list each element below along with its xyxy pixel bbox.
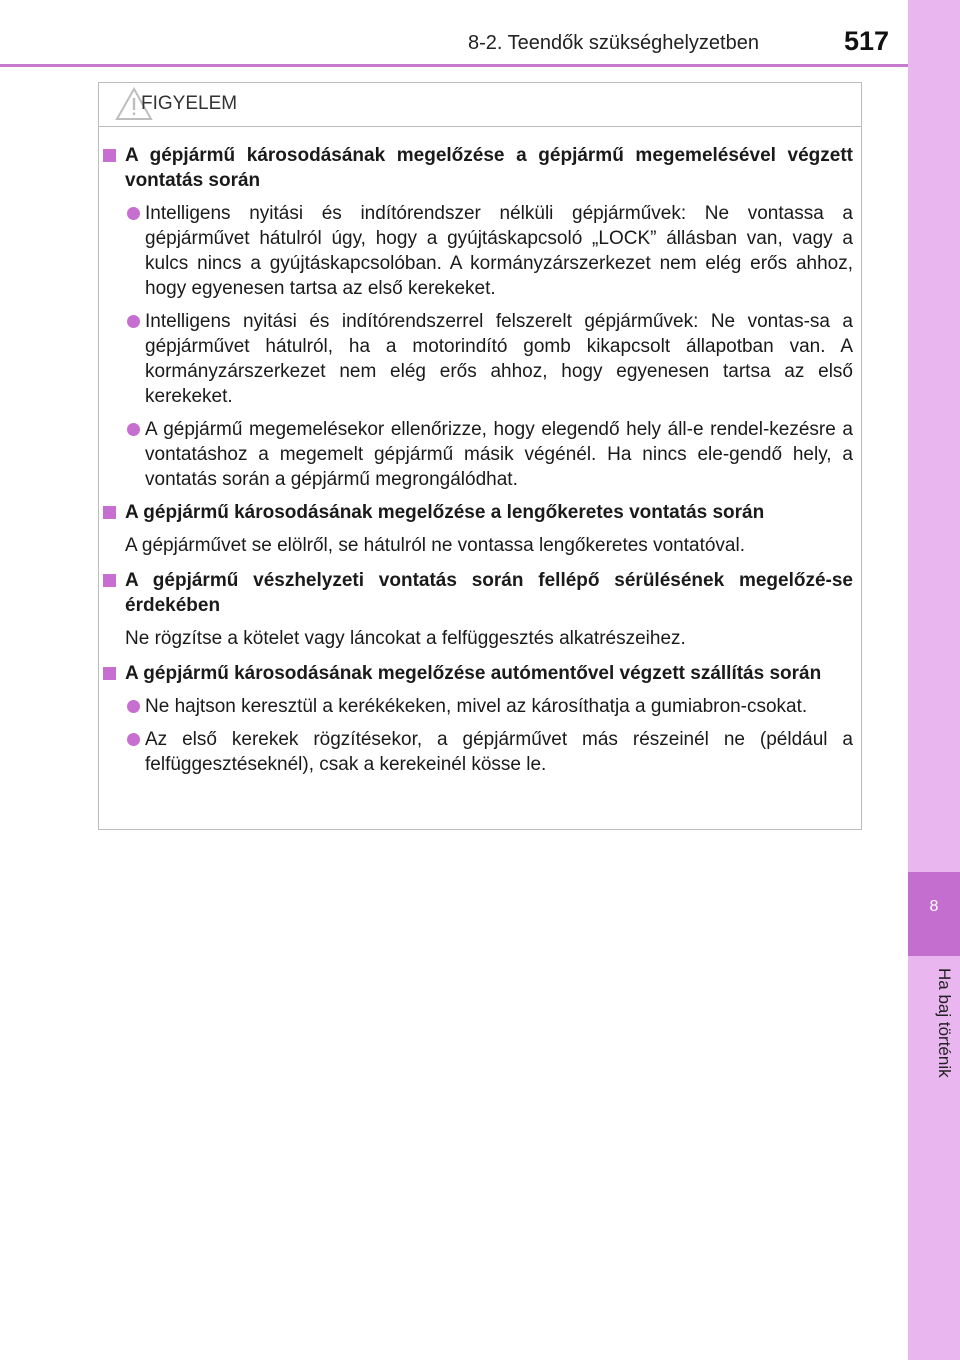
square-bullet-icon <box>103 574 116 587</box>
header-divider <box>0 64 908 67</box>
round-bullet-icon <box>127 207 140 220</box>
section-title: 8-2. Teendők szükséghelyzetben <box>468 32 759 54</box>
page-number: 517 <box>844 26 890 56</box>
chapter-side-tab <box>908 0 960 1360</box>
chapter-title: Ha baj történik <box>935 968 954 1078</box>
square-bullet-icon <box>103 667 116 680</box>
section-heading: A gépjármű károsodásának megelőzése autómentővel végzett szállítás során <box>103 661 853 686</box>
round-bullet-icon <box>127 423 140 436</box>
warning-header <box>99 83 861 127</box>
section-heading: A gépjármű vészhelyzeti vontatás során fellépő sérülésének megelőzé-se érdekében <box>103 568 853 618</box>
bullet-item: Az első kerekek rögzítésekor, a gépjárművet más részeinél ne (például a felfüggesztéseknél), csak a kerekeinél kösse le. <box>103 727 853 777</box>
round-bullet-icon <box>127 700 140 713</box>
warning-title: FIGYELEM <box>141 93 238 114</box>
square-bullet-icon <box>103 149 116 162</box>
square-bullet-icon <box>103 506 116 519</box>
bullet-item: A gépjármű megemelésekor ellenőrizze, hogy elegendő hely áll-e rendel-kezésre a vontatáshoz a megemelt gépjármű másik végénél. Ha nincs ele-gendő hely, a vontatás során a gépjármű megrongálódhat. <box>103 417 853 492</box>
warning-box <box>98 82 862 830</box>
warning-content <box>103 143 853 785</box>
round-bullet-icon <box>127 315 140 328</box>
chapter-number: 8 <box>929 898 939 915</box>
section-heading: A gépjármű károsodásának megelőzése a gépjármű megemelésével végzett vontatás során <box>103 143 853 193</box>
section-text: Ne rögzítse a kötelet vagy láncokat a felfüggesztés alkatrészeihez. <box>125 628 686 649</box>
section-heading: A gépjármű károsodásának megelőzése a lengőkeretes vontatás során <box>103 500 853 525</box>
bullet-item: Ne hajtson keresztül a kerékékeken, mivel az károsíthatja a gumiabron-csokat. <box>103 694 853 719</box>
round-bullet-icon <box>127 733 140 746</box>
bullet-item: Intelligens nyitási és indítórendszerrel felszerelt gépjárművek: Ne vontas-sa a gépjárművet hátulról, ha a motorindító gomb kikapcsolt állapotban van. A kormányzárszerkezet nem elég erős ahhoz, hogy egyenesen tartsa az első kerekeket. <box>103 309 853 409</box>
section-text: A gépjárművet se elölről, se hátulról ne vontassa lengőkeretes vontatóval. <box>125 535 745 556</box>
bullet-item: Intelligens nyitási és indítórendszer nélküli gépjárművek: Ne vontassa a gépjárművet hátulról úgy, hogy a gyújtáskapcsoló „LOCK” állásban van, vagy a kulcs nincs a gyújtáskapcsolóban. A kormányzárszerkezet nem elég erős ahhoz, hogy egyenesen tartsa az első kerekeket. <box>103 201 853 301</box>
